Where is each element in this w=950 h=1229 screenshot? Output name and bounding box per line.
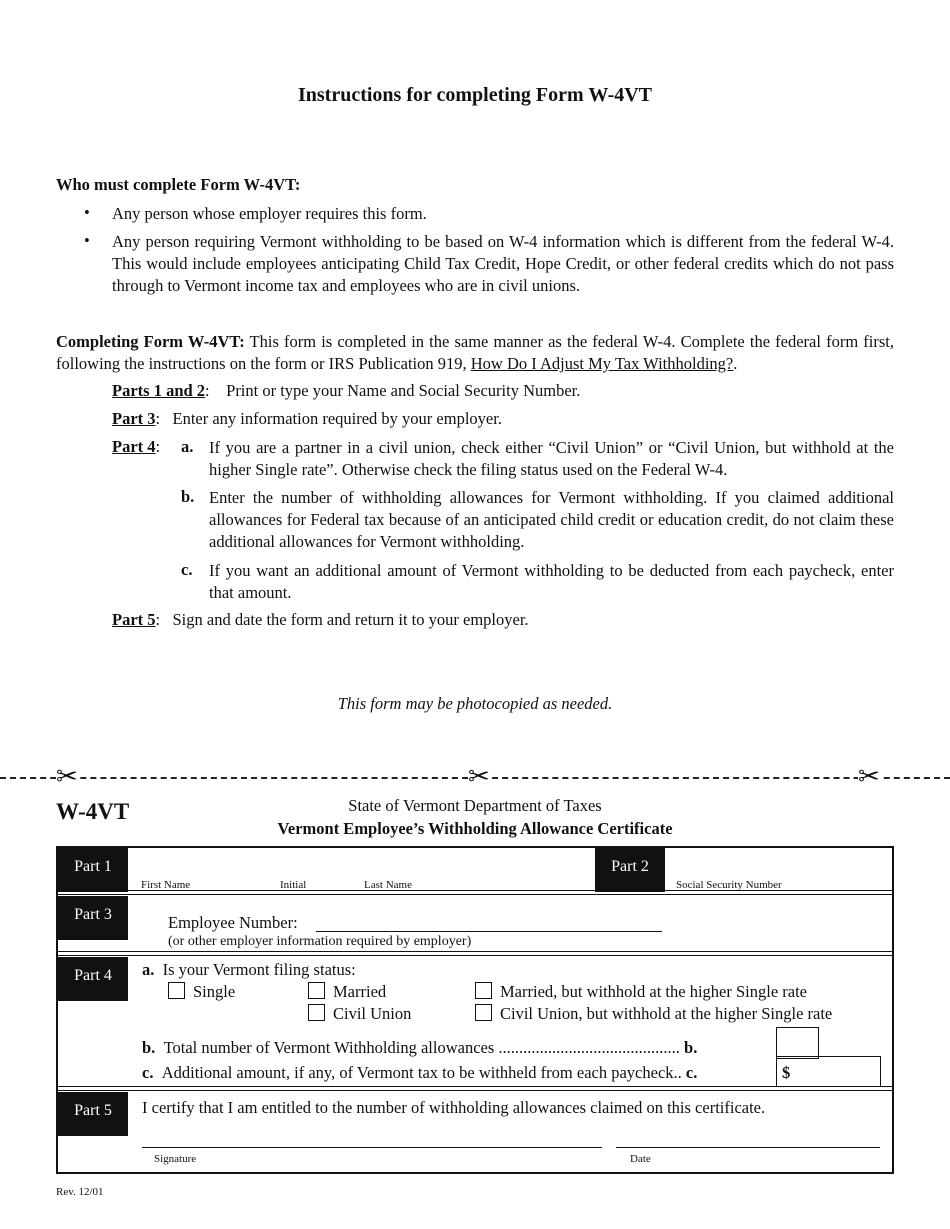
checkbox-married-single-rate[interactable] xyxy=(475,982,807,1002)
publication-title: How Do I Adjust My Tax Withholding? xyxy=(470,354,734,373)
date-label: Date xyxy=(630,1153,651,1165)
part-4a-letter: a. xyxy=(181,437,194,456)
completing-text: This form is completed in the same manner as the federal W-4. Complete the federal form first, following the instructions on the form or IRS Publication 919, xyxy=(56,332,894,373)
additional-amount-label: Additional amount, if any, of Vermont tax to be withheld from each paycheck.. xyxy=(161,1063,682,1082)
employee-number-field[interactable] xyxy=(316,931,662,932)
signature-field[interactable] xyxy=(142,1147,602,1148)
scissors-icon: ✂ xyxy=(858,762,880,791)
completing-paragraph xyxy=(56,331,894,375)
part-1-label: Part 1 xyxy=(58,848,128,892)
dollar-sign: $ xyxy=(782,1063,791,1082)
option-label: Married xyxy=(333,982,387,1001)
initial-label: Initial xyxy=(280,879,307,891)
revision: Rev. 12/01 xyxy=(56,1186,104,1198)
first-name-label: First Name xyxy=(141,879,191,891)
checkbox-single[interactable] xyxy=(168,982,235,1002)
part-4c-letter: c. xyxy=(181,560,193,579)
photocopy-note: This form may be photocopied as needed. xyxy=(337,694,613,713)
parts-1-2-label: Parts 1 and 2 xyxy=(112,381,206,400)
option-label: Civil Union xyxy=(333,1004,412,1023)
divider xyxy=(58,1086,892,1091)
who-heading: Who must complete Form W-4VT: xyxy=(56,175,301,194)
part-4b-box-letter: b. xyxy=(684,1038,698,1057)
part-5-instruction: Part 5: Sign and date the form and return it to your employer. xyxy=(112,610,529,629)
part-4-label: Part 4 xyxy=(112,437,156,456)
instructions-title: Instructions for completing Form W-4VT xyxy=(297,84,653,106)
checkbox-married[interactable] xyxy=(308,982,386,1002)
w4vt-form xyxy=(56,846,894,1174)
form-title: Vermont Employee’s Withholding Allowance Certificate xyxy=(277,819,673,838)
option-label: Single xyxy=(193,982,236,1001)
part-3-text: Enter any information required by your employer. xyxy=(172,409,502,428)
checkbox-icon[interactable] xyxy=(308,1004,325,1021)
date-field[interactable] xyxy=(616,1147,880,1148)
filing-status-question: Is your Vermont filing status: xyxy=(162,960,356,979)
certification-text: I certify that I am entitled to the number of withholding allowances claimed on this certificate. xyxy=(142,1098,766,1117)
option-label: Civil Union, but withhold at the higher Single rate xyxy=(500,1004,833,1023)
scissors-icon: ✂ xyxy=(468,762,490,791)
name-field[interactable] xyxy=(128,848,595,891)
divider xyxy=(58,890,892,895)
bullet-icon: • xyxy=(84,231,90,250)
part-4a-letter: a. xyxy=(142,960,155,979)
divider xyxy=(58,951,892,956)
last-name-label: Last Name xyxy=(364,879,412,891)
bullet-icon: • xyxy=(84,203,90,222)
part-4b-letter: b. xyxy=(181,487,195,506)
part-4c-box-letter: c. xyxy=(685,1063,698,1082)
checkbox-icon[interactable] xyxy=(308,982,325,999)
additional-amount-field[interactable] xyxy=(776,1056,881,1087)
employee-number-note: (or other employer information required by employer) xyxy=(168,934,472,949)
part-4-label: Part 4 xyxy=(58,957,128,1001)
part-4b-letter: b. xyxy=(142,1038,156,1057)
part-2-label: Part 2 xyxy=(595,848,665,892)
part-5-text: Sign and date the form and return it to your employer. xyxy=(172,610,529,629)
option-label: Married, but withhold at the higher Single rate xyxy=(500,982,808,1001)
signature-label: Signature xyxy=(154,1153,197,1165)
part-4c-letter: c. xyxy=(142,1063,154,1082)
part-4b-text: Enter the number of withholding allowances for Vermont withholding. If you claimed additional allowances for Federal tax because of an anticipated child credit or education credit, do not claim these additional allowances for Vermont withholding. xyxy=(209,488,894,551)
form-code: W-4VT xyxy=(56,799,130,824)
checkbox-icon[interactable] xyxy=(475,982,492,999)
checkbox-icon[interactable] xyxy=(475,1004,492,1021)
parts-1-2-instruction: Parts 1 and 2: Print or type your Name and Social Security Number. xyxy=(112,381,581,400)
part-3-label: Part 3 xyxy=(58,896,128,940)
part-5-label: Part 5 xyxy=(58,1092,128,1136)
who-bullet-2: Any person requiring Vermont withholding to be based on W-4 information which is different from the federal W-4. This would include employees anticipating Child Tax Credit, Hope Credit, or other federal credits which do not pass through to Vermont income tax and employees who are in civil unions. xyxy=(112,232,894,295)
ssn-field[interactable] xyxy=(665,848,892,891)
part-4c-text: If you want an additional amount of Vermont withholding to be deducted from each paycheck, enter that amount. xyxy=(209,561,894,602)
allowances-label: Total number of Vermont Withholding allowances ............................................ xyxy=(163,1038,680,1057)
ssn-label: Social Security Number xyxy=(676,879,782,891)
period: . xyxy=(733,354,738,373)
checkbox-civil-union-single-rate[interactable] xyxy=(475,1004,832,1024)
employee-number-label: Employee Number: xyxy=(168,913,298,932)
part-5-label: Part 5 xyxy=(112,610,156,629)
part-3-label: Part 3 xyxy=(112,409,156,428)
completing-heading: Completing Form W-4VT: xyxy=(56,332,245,351)
checkbox-civil-union[interactable] xyxy=(308,1004,411,1024)
checkbox-icon[interactable] xyxy=(168,982,185,999)
parts-1-2-text: Print or type your Name and Social Security Number. xyxy=(226,381,581,400)
part-3-instruction: Part 3: Enter any information required by your employer. xyxy=(112,409,502,428)
who-bullet-1: Any person whose employer requires this form. xyxy=(112,204,427,223)
scissors-icon: ✂ xyxy=(56,762,78,791)
allowances-field[interactable] xyxy=(776,1027,819,1059)
part-4-label-wrap: Part 4: xyxy=(112,437,161,456)
part-4a-text: If you are a partner in a civil union, check either “Civil Union” or “Civil Union, but withhold at the higher Single rate”. Otherwise check the filing status used on the Federal W-4. xyxy=(209,438,894,479)
form-agency: State of Vermont Department of Taxes xyxy=(348,796,602,815)
